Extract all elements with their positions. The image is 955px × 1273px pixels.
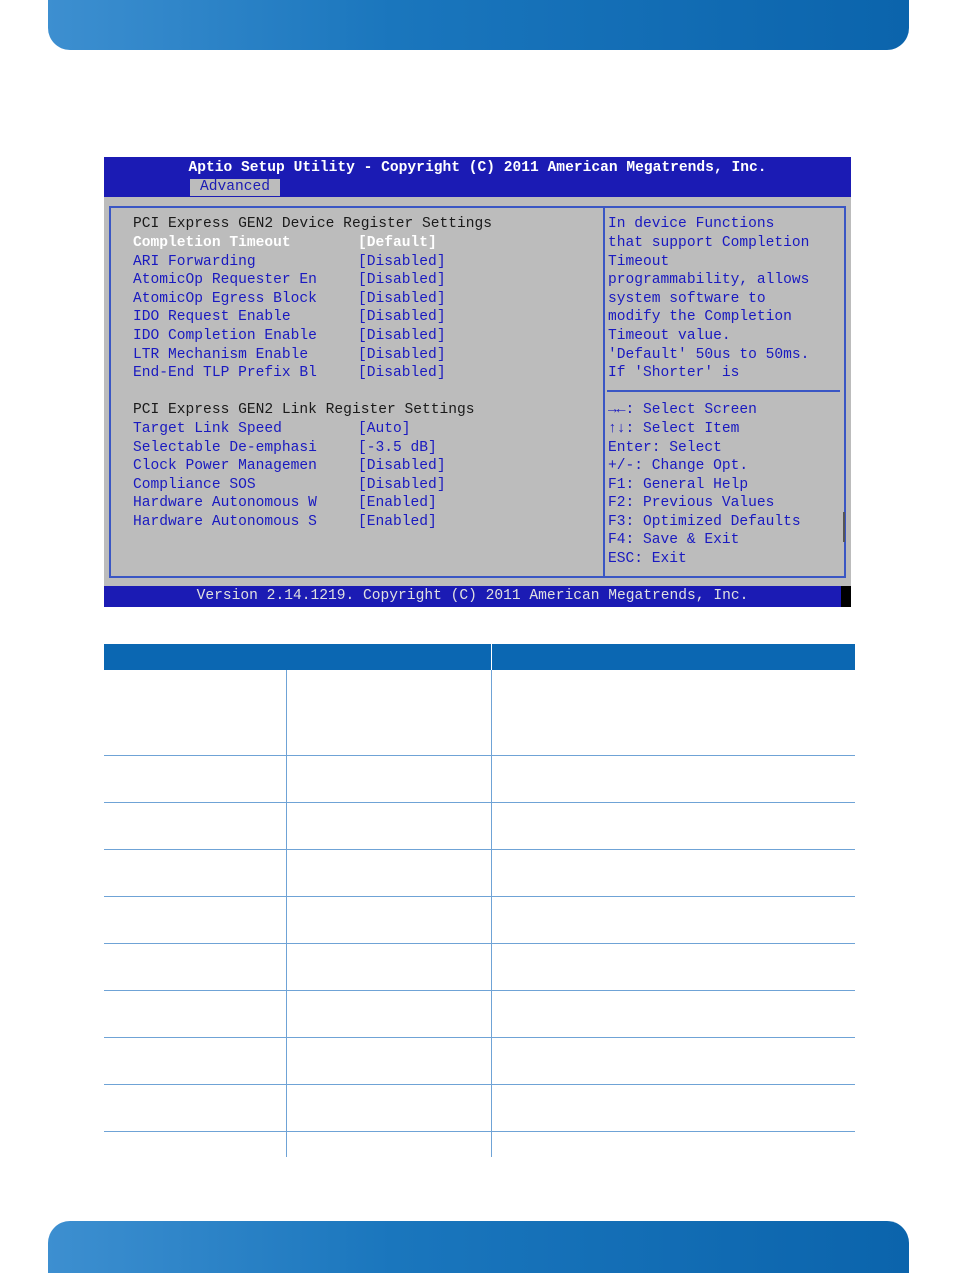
bios-screen [104, 157, 851, 607]
table-row [104, 670, 855, 756]
bios-title: Aptio Setup Utility - Copyright (C) 2011 American Megatrends, Inc. [188, 160, 767, 176]
table-row [104, 1085, 855, 1132]
table-header-cell [104, 644, 491, 670]
table-row [104, 1132, 855, 1158]
bios-footer-end [841, 586, 851, 607]
table-row [104, 897, 855, 944]
setting-atomicop-requester-value[interactable]: [Disabled] [358, 272, 446, 288]
setting-atomicop-egress-label[interactable]: AtomicOp Egress Block [133, 291, 317, 307]
top-banner [48, 0, 909, 50]
setting-atomicop-requester-label[interactable]: AtomicOp Requester En [133, 272, 317, 288]
setting-ari-forwarding-label[interactable]: ARI Forwarding [133, 254, 256, 270]
setting-completion-timeout-label[interactable]: Completion Timeout [133, 235, 291, 251]
setting-clock-power-value[interactable]: [Disabled] [358, 458, 446, 474]
setting-hw-autonomous-s-value[interactable]: [Enabled] [358, 514, 437, 530]
setting-ido-request-label[interactable]: IDO Request Enable [133, 309, 291, 325]
link-section-title: PCI Express GEN2 Link Register Settings [133, 402, 475, 418]
setting-ltr-mechanism-value[interactable]: [Disabled] [358, 347, 446, 363]
settings-table [104, 644, 855, 1157]
setting-target-link-speed-label[interactable]: Target Link Speed [133, 421, 282, 437]
table-row [104, 991, 855, 1038]
setting-atomicop-egress-value[interactable]: [Disabled] [358, 291, 446, 307]
key-help-enter: Enter: Select [608, 440, 722, 456]
setting-end-end-tlp-label[interactable]: End-End TLP Prefix Bl [133, 365, 317, 381]
setting-target-link-speed-value[interactable]: [Auto] [358, 421, 411, 437]
setting-ido-completion-label[interactable]: IDO Completion Enable [133, 328, 317, 344]
bottom-banner [48, 1221, 909, 1273]
key-help-select-screen: →←: Select Screen [608, 402, 757, 418]
panel-divider [603, 206, 605, 578]
key-help-f4: F4: Save & Exit [608, 532, 740, 548]
table-row [104, 756, 855, 803]
help-scrollbar[interactable] [843, 512, 845, 542]
help-line: system software to [608, 291, 766, 307]
key-help-f2: F2: Previous Values [608, 495, 775, 511]
setting-ido-completion-value[interactable]: [Disabled] [358, 328, 446, 344]
help-line: programmability, allows [608, 272, 810, 288]
table-row [104, 944, 855, 991]
help-line: modify the Completion [608, 309, 792, 325]
device-section-title: PCI Express GEN2 Device Register Settings [133, 216, 493, 232]
table-row [104, 803, 855, 850]
setting-compliance-sos-value[interactable]: [Disabled] [358, 477, 446, 493]
key-help-select-item: ↑↓: Select Item [608, 421, 740, 437]
table-row [104, 850, 855, 897]
key-help-esc: ESC: Exit [608, 551, 687, 567]
setting-compliance-sos-label[interactable]: Compliance SOS [133, 477, 256, 493]
key-help-f1: F1: General Help [608, 477, 749, 493]
tab-advanced[interactable]: Advanced [190, 179, 280, 196]
setting-de-emphasis-label[interactable]: Selectable De-emphasi [133, 440, 317, 456]
bios-header [104, 157, 851, 197]
setting-hw-autonomous-w-value[interactable]: [Enabled] [358, 495, 437, 511]
setting-hw-autonomous-s-label[interactable]: Hardware Autonomous S [133, 514, 317, 530]
table-header-cell [491, 644, 855, 670]
setting-de-emphasis-value[interactable]: [-3.5 dB] [358, 440, 437, 456]
help-separator [607, 390, 840, 392]
key-help-change-opt: +/-: Change Opt. [608, 458, 749, 474]
help-line: Timeout value. [608, 328, 731, 344]
setting-clock-power-label[interactable]: Clock Power Managemen [133, 458, 317, 474]
setting-ltr-mechanism-label[interactable]: LTR Mechanism Enable [133, 347, 309, 363]
table-row [104, 1038, 855, 1085]
help-line: Timeout [608, 254, 670, 270]
key-help-f3: F3: Optimized Defaults [608, 514, 801, 530]
setting-end-end-tlp-value[interactable]: [Disabled] [358, 365, 446, 381]
help-line: If 'Shorter' is [608, 365, 740, 381]
setting-ido-request-value[interactable]: [Disabled] [358, 309, 446, 325]
setting-hw-autonomous-w-label[interactable]: Hardware Autonomous W [133, 495, 317, 511]
help-line: that support Completion [608, 235, 810, 251]
setting-completion-timeout-value[interactable]: [Default] [358, 235, 437, 251]
help-line: 'Default' 50us to 50ms. [608, 347, 810, 363]
setting-ari-forwarding-value[interactable]: [Disabled] [358, 254, 446, 270]
help-line: In device Functions [608, 216, 775, 232]
bios-footer: Version 2.14.1219. Copyright (C) 2011 American Megatrends, Inc. [104, 586, 841, 607]
